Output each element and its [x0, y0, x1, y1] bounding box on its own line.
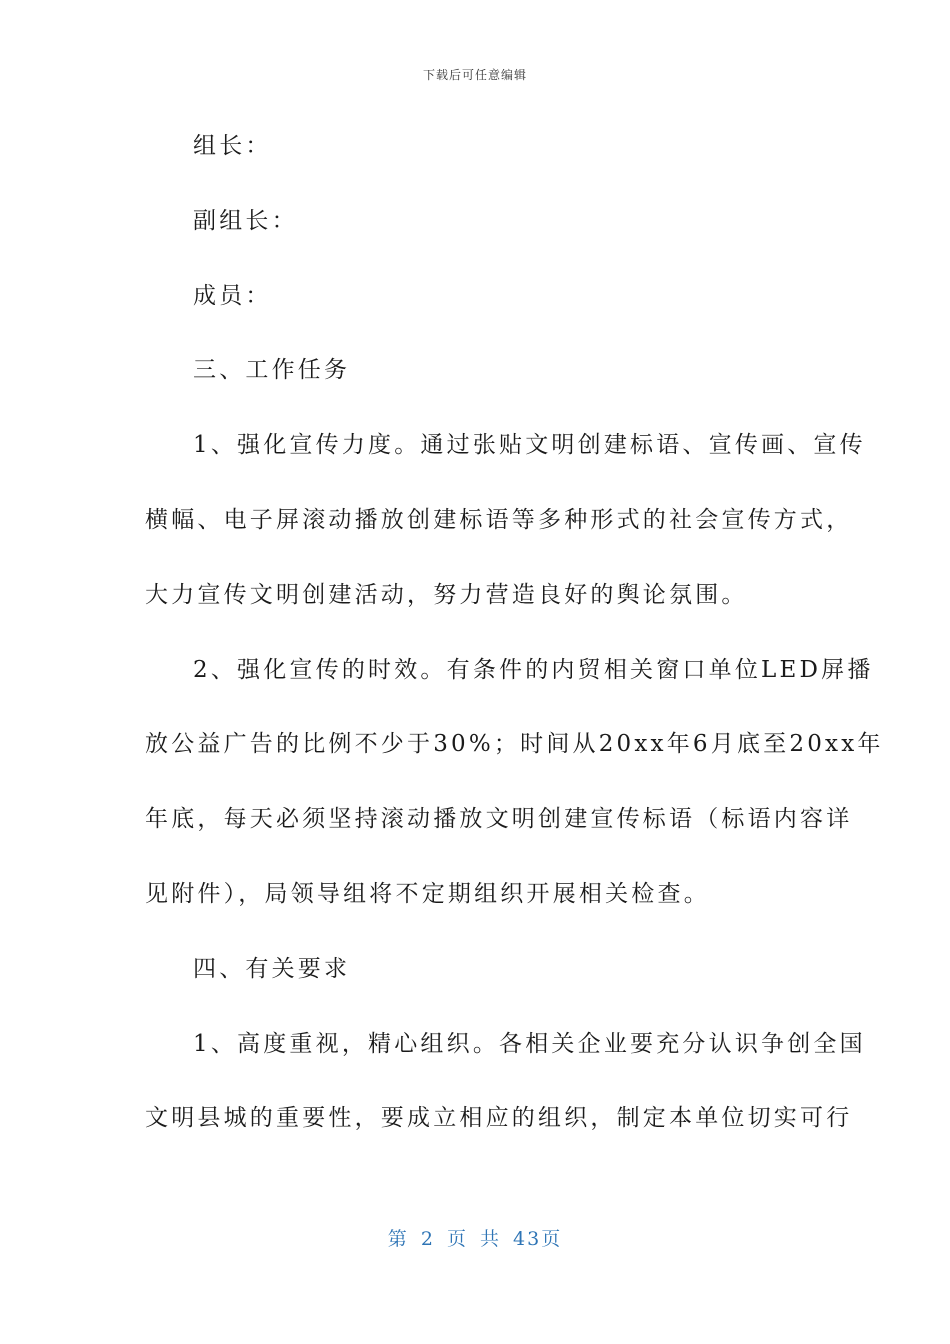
paragraph-line: 文明县城的重要性，要成立相应的组织，制定本单位切实可行: [145, 1105, 853, 1132]
paragraph-line: 1、高度重视，精心组织。各相关企业要充分认识争创全国: [193, 1030, 866, 1057]
paragraph-line: 横幅、电子屏滚动播放创建标语等多种形式的社会宣传方式，: [145, 506, 853, 533]
document-body: [145, 118, 884, 1165]
deputy-leader-label: 副组长：: [193, 207, 298, 234]
paragraph-line: 放公益广告的比例不少于30%；时间从20xx年6月底至20xx年: [145, 731, 884, 758]
section-heading-tasks: 三、工作任务: [193, 357, 351, 384]
section-heading-requirements: 四、有关要求: [193, 955, 351, 982]
header-note: 下载后可任意编辑: [422, 68, 527, 82]
paragraph-line: 2、强化宣传的时效。有条件的内贸相关窗口单位LED屏播: [193, 656, 874, 683]
members-label: 成员：: [193, 282, 272, 309]
paragraph-line: 见附件），局领导组将不定期组织开展相关检查。: [145, 880, 710, 907]
paragraph-line: 大力宣传文明创建活动，努力营造良好的舆论氛围。: [145, 581, 748, 608]
paragraph-line: 1、强化宣传力度。通过张贴文明创建标语、宣传画、宣传: [193, 432, 866, 459]
page-indicator: 第 2 页 共 43页: [387, 1228, 563, 1250]
paragraph-line: 年底，每天必须坚持滚动播放文明创建宣传标语（标语内容详: [145, 806, 853, 833]
leader-label: 组长：: [193, 133, 272, 159]
